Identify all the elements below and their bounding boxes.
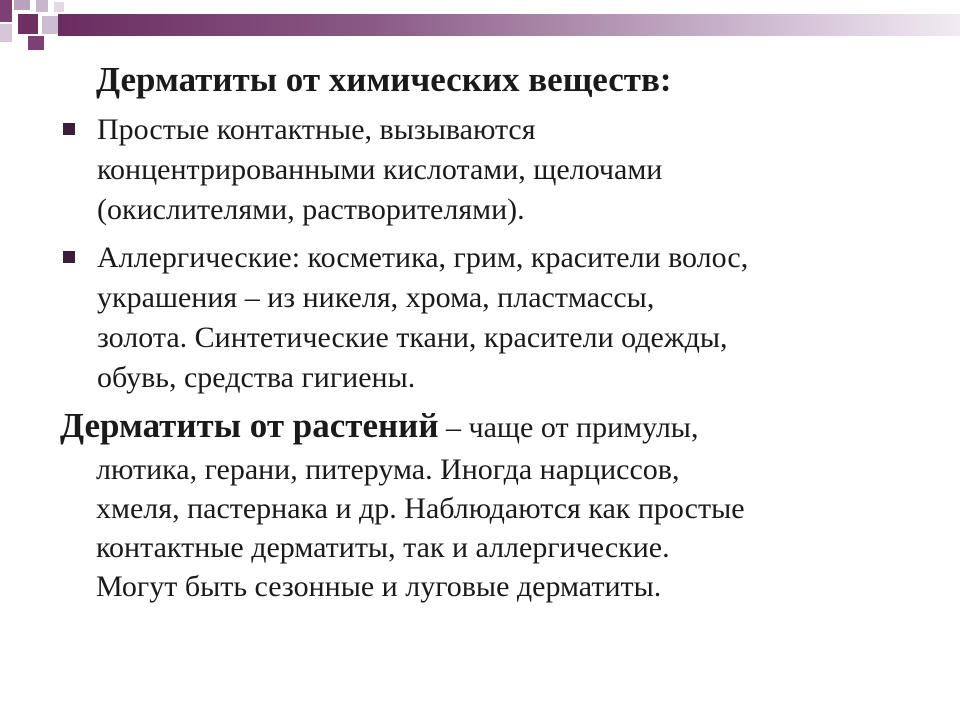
decor-square — [18, 14, 38, 34]
bullet-line: украшения – из никеля, хрома, пластмассы, — [97, 281, 655, 314]
plant-paragraph-line: контактные дерматиты, так и аллергические. — [96, 531, 670, 564]
square-bullet-icon — [63, 123, 75, 135]
bullet-line: Простые контактные, вызываются — [97, 113, 536, 146]
decor-square — [54, 2, 64, 12]
plant-paragraph-line: Могут быть сезонные и луговые дерматиты. — [96, 570, 662, 603]
decor-square — [14, 0, 30, 10]
plant-paragraph-line: хмеля, пастернака и др. Наблюдаются как простые — [96, 492, 745, 525]
bullet-line: обувь, средства гигиены. — [97, 361, 416, 394]
bullet-line: (окислителями, растворителями). — [97, 193, 525, 226]
bullet-line: концентрированными кислотами, щелочами — [97, 153, 663, 186]
decor-square — [0, 24, 12, 42]
header-decoration — [0, 0, 960, 60]
plant-first-line-rest: – чаще от примулы, — [438, 411, 699, 444]
decor-square — [28, 36, 44, 50]
square-bullet-icon — [63, 251, 75, 263]
decor-square — [0, 0, 12, 22]
plant-paragraph-line: лютика, герани, питерума. Иногда нарциссов, — [96, 453, 680, 486]
bullet-item-allergic — [60, 238, 940, 398]
bullet-list — [60, 110, 940, 406]
plant-paragraph-first-line — [60, 404, 940, 450]
plant-dermatitis-term: Дерматиты от растений — [60, 406, 439, 445]
bullet-line: Аллергические: косметика, грим, красители волос, — [97, 241, 749, 274]
decor-square — [42, 16, 58, 34]
bullet-item-simple-contact — [60, 110, 940, 230]
header-gradient-bar — [58, 14, 960, 36]
section-heading: Дерматиты от химических веществ: — [96, 60, 672, 99]
plant-dermatitis-paragraph — [60, 404, 940, 606]
bullet-line: золота. Синтетические ткани, красители одежды, — [97, 321, 728, 354]
decor-square — [36, 0, 48, 12]
